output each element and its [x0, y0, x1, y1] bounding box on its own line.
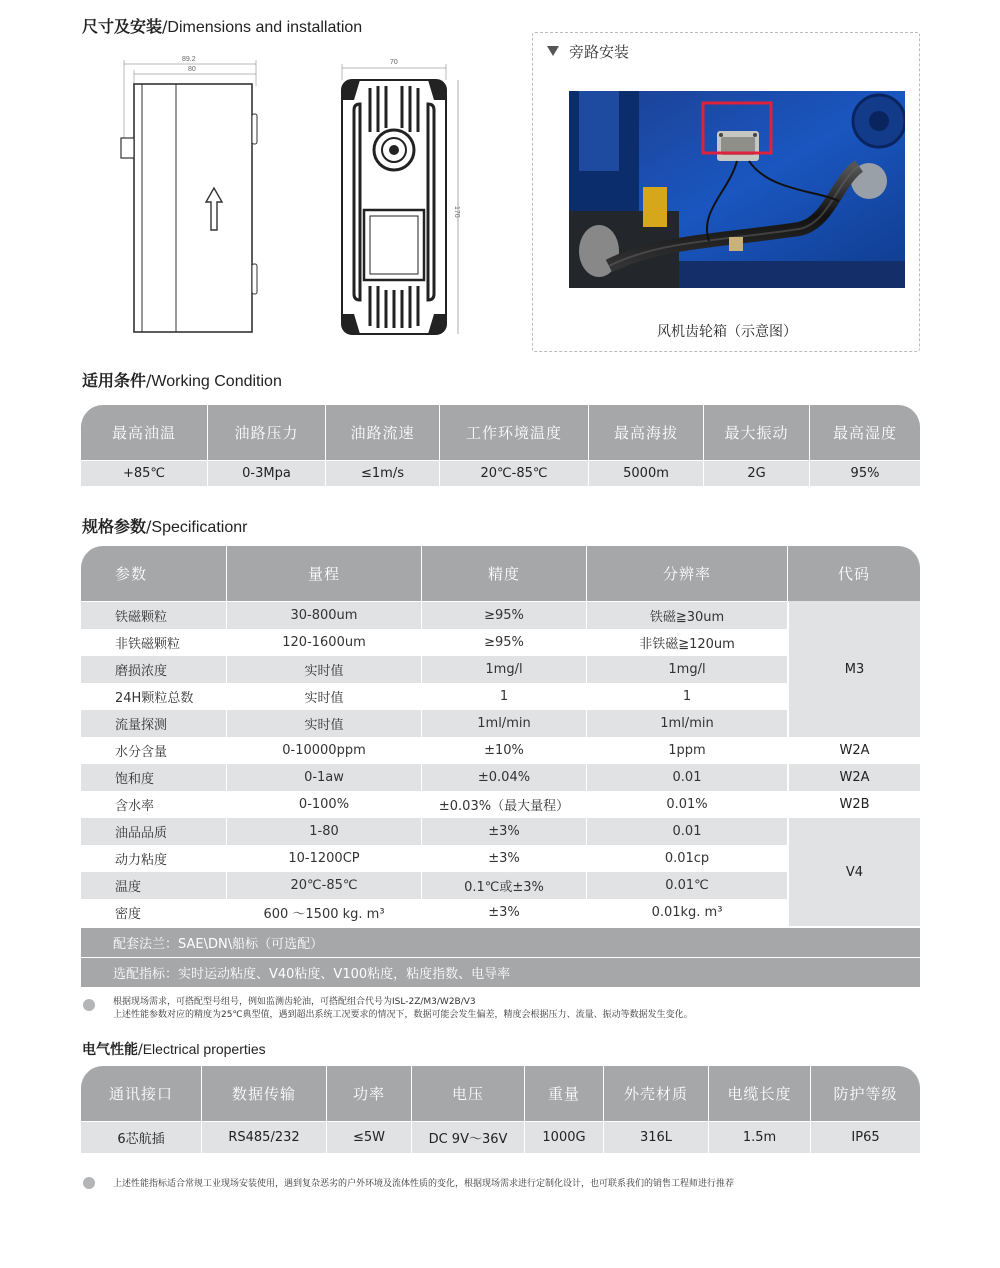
spec-value-cell: 20℃-85℃	[227, 872, 422, 899]
working-condition-table	[81, 405, 920, 486]
el-value-cell: 1.5m	[709, 1122, 811, 1153]
spec-note-2: 上述性能参数对应的精度为25℃典型值，遇到超出系统工况要求的情况下，数据可能会发生偏差，精度会根据压力、流量、振动等数据发生变化。	[113, 1010, 693, 1020]
code-cell: M3	[789, 601, 920, 737]
spec-value-cell: ±3%	[422, 899, 587, 926]
spec-value-cell: 0.01	[587, 818, 788, 845]
spec-value-cell: ±0.03%（最大量程）	[422, 791, 587, 818]
wc-header-cell: 最高湿度	[832, 424, 897, 442]
el-value-cell: DC 9V～36V	[412, 1122, 525, 1153]
spec-param-cell: 磨损浓度	[81, 656, 227, 683]
spec-value-cell: ≥95%	[422, 602, 587, 629]
spec-value-cell: ≥95%	[422, 629, 587, 656]
electrical-title: 电气性能/Electrical properties	[82, 1041, 266, 1058]
front-view-drawing	[330, 50, 470, 340]
spec-param-cell: 非铁磁颗粒	[81, 629, 227, 656]
spec-value-cell: 30-800um	[227, 602, 422, 629]
spec-value-cell: 120-1600um	[227, 629, 422, 656]
spec-header-cell: 量程	[227, 546, 422, 601]
code-cell: W2A	[789, 737, 920, 764]
spec-param-cell: 水分含量	[81, 737, 227, 764]
el-header-cell: 功率	[327, 1066, 412, 1121]
spec-value-cell: 非铁磁≧120um	[587, 629, 788, 656]
spec-footer-flange: 配套法兰：SAE\DN\船标（可选配）	[81, 928, 920, 957]
electrical-header-row	[81, 1066, 920, 1121]
spec-value-cell: 1ml/min	[422, 710, 587, 737]
spec-row	[81, 602, 788, 629]
spec-header-cell: 代码	[837, 565, 870, 583]
spec-value-cell: ±0.04%	[422, 764, 587, 791]
specification-table	[81, 546, 920, 988]
dim-overall-width: 89.2	[182, 56, 196, 63]
spec-row	[81, 764, 788, 791]
spec-value-cell: 实时值	[227, 656, 422, 683]
spec-row	[81, 629, 788, 656]
el-header-cell: 数据传输	[202, 1066, 327, 1121]
spec-row	[81, 656, 788, 683]
spec-value-cell: 0.01kg. m³	[587, 899, 788, 926]
dim-body-width: 80	[188, 66, 196, 73]
el-value-cell: IP65	[851, 1130, 880, 1145]
el-header-cell: 通讯接口	[81, 1066, 202, 1121]
el-header-cell: 电缆长度	[709, 1066, 811, 1121]
wc-value-cell: 20℃-85℃	[440, 461, 589, 486]
spec-header-cell: 参数	[81, 546, 227, 601]
spec-row	[81, 737, 788, 764]
electrical-table	[81, 1066, 920, 1153]
spec-row	[81, 818, 788, 845]
spec-value-cell: 0-10000ppm	[227, 737, 422, 764]
el-header-cell: 防护等级	[833, 1085, 898, 1103]
installation-heading: 旁路安装	[547, 41, 629, 62]
note-bullet-icon	[83, 999, 95, 1011]
spec-param-cell: 流量探测	[81, 710, 227, 737]
dimensions-title: 尺寸及安装/Dimensions and installation	[82, 17, 363, 36]
el-header-cell: 电压	[412, 1066, 525, 1121]
code-cell: W2A	[789, 764, 920, 791]
electrical-value-row	[81, 1121, 920, 1153]
spec-row	[81, 872, 788, 899]
wc-header-cell: 油路流速	[326, 405, 440, 460]
note-bullet-icon	[83, 1177, 95, 1189]
el-value-cell: 316L	[604, 1122, 709, 1153]
spec-header-cell: 分辨率	[587, 546, 788, 601]
triangle-down-icon	[547, 46, 559, 56]
dim-front-width: 70	[390, 59, 398, 66]
spec-param-cell: 饱和度	[81, 764, 227, 791]
spec-param-cell: 动力粘度	[81, 845, 227, 872]
spec-param-cell: 密度	[81, 899, 227, 926]
wc-header-cell: 最高油温	[81, 405, 208, 460]
working-condition-header-row	[81, 405, 920, 460]
wc-value-cell: 0-3Mpa	[208, 461, 326, 486]
spec-value-cell: 1ml/min	[587, 710, 788, 737]
spec-value-cell: 1mg/l	[422, 656, 587, 683]
wc-value-cell: 5000m	[589, 461, 704, 486]
spec-value-cell: ±10%	[422, 737, 587, 764]
spec-row	[81, 791, 788, 818]
spec-value-cell: 1	[587, 683, 788, 710]
photo-caption: 风机齿轮箱（示意图）	[657, 324, 797, 340]
spec-param-cell: 铁磁颗粒	[81, 602, 227, 629]
spec-footer-optional: 选配指标：实时运动粘度、V40粘度、V100粘度，粘度指数、电导率	[81, 958, 920, 987]
wc-header-cell: 工作环境温度	[440, 405, 589, 460]
gearbox-photo	[569, 91, 905, 288]
spec-value-cell: 0.1℃或±3%	[422, 872, 587, 899]
spec-value-cell: 0.01℃	[587, 872, 788, 899]
code-cell: W2B	[789, 791, 920, 818]
spec-value-cell: 实时值	[227, 710, 422, 737]
spec-note-1: 根据现场需求，可搭配型号组号，例如监测齿轮油，可搭配组合代号为ISL-2Z/M3/W2B/V3	[113, 997, 476, 1007]
dim-height: 170	[453, 206, 460, 218]
spec-value-cell: 1mg/l	[587, 656, 788, 683]
spec-row	[81, 710, 788, 737]
el-value-cell: ≤5W	[327, 1122, 412, 1153]
spec-value-cell: 0.01%	[587, 791, 788, 818]
spec-value-cell: ±3%	[422, 845, 587, 872]
installation-panel	[532, 32, 920, 352]
side-view-drawing	[110, 50, 270, 340]
spec-value-cell: 1ppm	[587, 737, 788, 764]
spec-value-cell: 0.01cp	[587, 845, 788, 872]
wc-value-cell: +85℃	[81, 461, 208, 486]
spec-param-cell: 含水率	[81, 791, 227, 818]
wc-header-cell: 最大振动	[704, 405, 810, 460]
el-header-cell: 外壳材质	[604, 1066, 709, 1121]
el-value-cell: 1000G	[525, 1122, 604, 1153]
working-condition-title: 适用条件/Working Condition	[82, 371, 282, 390]
wc-header-cell: 油路压力	[208, 405, 326, 460]
spec-value-cell: 600 ～1500 kg. m³	[227, 899, 422, 926]
spec-row	[81, 899, 788, 926]
spec-value-cell: 10-1200CP	[227, 845, 422, 872]
code-cell: V4	[789, 818, 920, 926]
wc-header-cell: 最高海拔	[589, 405, 704, 460]
spec-header-cell: 精度	[422, 546, 587, 601]
spec-value-cell: 1	[422, 683, 587, 710]
spec-param-cell: 24H颗粒总数	[81, 683, 227, 710]
spec-param-cell: 温度	[81, 872, 227, 899]
spec-value-cell: ±3%	[422, 818, 587, 845]
spec-param-cell: 油品品质	[81, 818, 227, 845]
specification-title: 规格参数/Specificationr	[82, 517, 248, 536]
electrical-note: 上述性能指标适合常规工业现场安装使用，遇到复杂恶劣的户外环境及流体性质的变化，根据现场需求进行定制化设计，也可联系我们的销售工程师进行推荐	[113, 1179, 735, 1189]
spec-value-cell: 1-80	[227, 818, 422, 845]
wc-value-cell: ≤1m/s	[326, 461, 440, 486]
spec-header-row	[81, 546, 920, 601]
spec-value-cell: 0-100%	[227, 791, 422, 818]
el-value-cell: RS485/232	[202, 1122, 327, 1153]
spec-value-cell: 实时值	[227, 683, 422, 710]
el-header-cell: 重量	[525, 1066, 604, 1121]
working-condition-value-row	[81, 460, 920, 486]
spec-value-cell: 0-1aw	[227, 764, 422, 791]
wc-value-cell: 2G	[704, 461, 810, 486]
wc-value-cell: 95%	[850, 466, 880, 481]
spec-row	[81, 683, 788, 710]
spec-value-cell: 0.01	[587, 764, 788, 791]
spec-row	[81, 845, 788, 872]
el-value-cell: 6芯航插	[81, 1122, 202, 1153]
spec-value-cell: 铁磁≧30um	[587, 602, 788, 629]
